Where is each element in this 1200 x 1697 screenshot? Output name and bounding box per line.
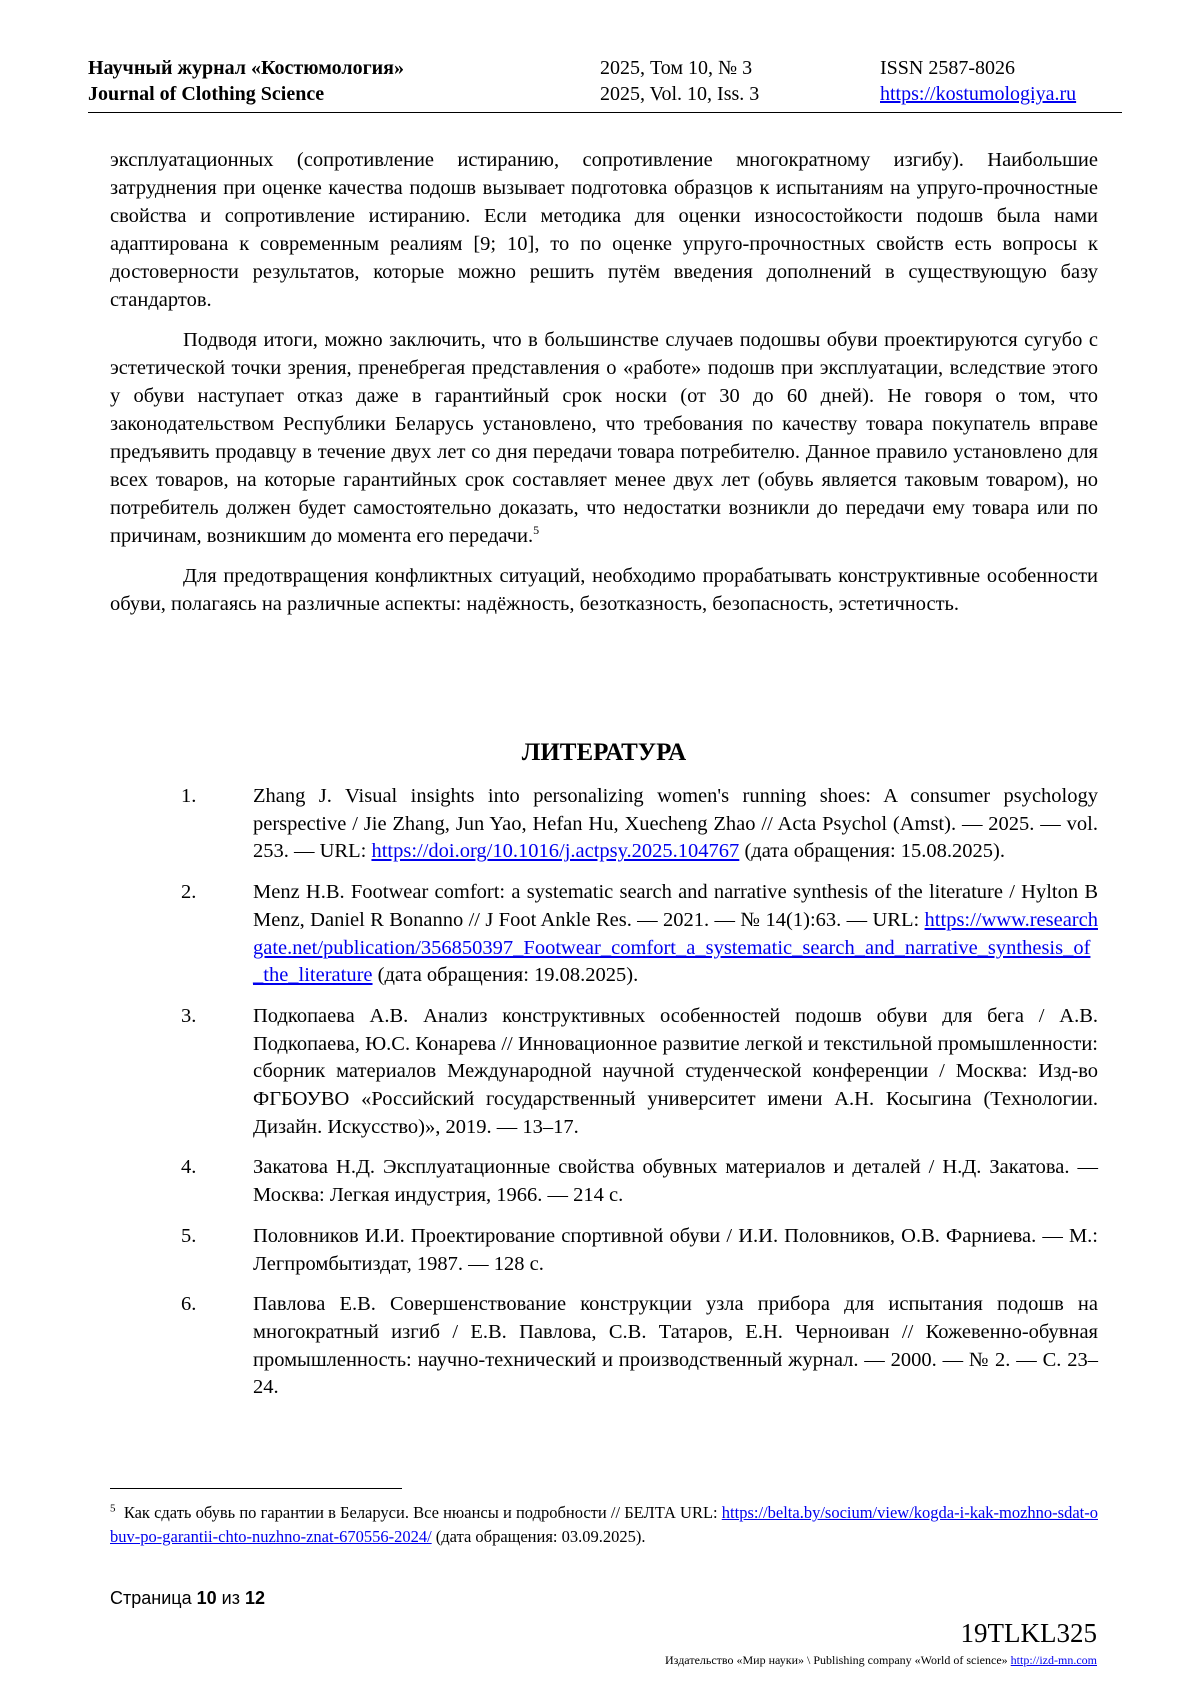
reference-text: Menz H.B. Footwear comfort: a systematic search and narrative synthesis of the literature / Hylton B Menz, Daniel R Bonanno // J Foot Ankle Res. — 2021. — № 14(1):63. — URL: <box>253 881 1098 931</box>
body-paragraph-3: Для предотвращения конфликтных ситуаций, необходимо прорабатывать конструктивные особенности обуви, полагаясь на различные аспекты: надёжность, безотказность, безопасность, эстетичность. <box>110 565 1098 615</box>
reference-text: Павлова Е.В. Совершенствование конструкции узла прибора для испытания подошв на многократный изгиб / Е.В. Павлова, С.В. Татаров, Е.Н. Черноиван // Кожевенно-обувная промышленность: научно-технический и производственный журнал. — 2000. — № 2. — С. 23–24. <box>253 1293 1098 1399</box>
page-prefix: Страница <box>110 1588 192 1608</box>
footnote-ref-5[interactable]: 5 <box>533 523 540 538</box>
references-list <box>110 783 1098 1415</box>
page-number <box>110 1587 265 1609</box>
reference-number: 6. <box>181 1293 197 1316</box>
issn: ISSN 2587-8026 <box>880 57 1016 79</box>
footnote-text: Как сдать обувь по гарантии в Беларуси. Все нюансы и подробности // БЕЛТА URL: <box>123 1503 722 1522</box>
publisher-line <box>665 1652 1097 1668</box>
reference-access-date: (дата обращения: 19.08.2025). <box>372 964 639 987</box>
issue-ru: 2025, Том 10, № 3 <box>600 57 753 79</box>
reference-number: 3. <box>181 1004 197 1027</box>
page-separator: из <box>221 1588 240 1608</box>
reference-item-1 <box>110 783 1098 866</box>
page-header <box>88 55 1122 113</box>
reference-text: Закатова Н.Д. Эксплуатационные свойства обувных материалов и деталей / Н.Д. Закатова. — Москва: Легкая индустрия, 1966. — 214 с. <box>253 1156 1098 1207</box>
body-paragraph-2 <box>110 326 1098 550</box>
article-code: 19TLKL325 <box>960 1618 1097 1648</box>
reference-number: 5. <box>181 1224 197 1247</box>
footnote-link[interactable]: https://belta.by/socium/view/kogda-i-kak-mozhno-sdat-obuv-po-garantii-chto-nuzhno-znat-670556-2024/ <box>110 1503 1098 1546</box>
reference-text: Zhang J. Visual insights into personalizing women's running shoes: A consumer psychology perspective / Jie Zhang, Jun Yao, Hefan Hu, Xuecheng Zhao // Acta Psychol (Amst). — 2025. — vol. 253. — URL: <box>253 785 1098 863</box>
publisher-text: Издательство «Мир науки» \ Publishing company «World of science» <box>665 1653 1008 1667</box>
reference-item-2 <box>110 879 1098 990</box>
article-body <box>110 146 1098 630</box>
journal-title <box>88 55 404 107</box>
issue-info <box>600 55 759 107</box>
reference-text: Подкопаева А.В. Анализ конструктивных особенностей подошв обуви для бега / А.В. Подкопаева, Ю.С. Конарева // Инновационное развитие легкой и текстильной промышленности: сборник материалов Международной научной студенческой конференции / Москва: Изд-во ФГБОУВО «Российский государственный университет имени А.Н. Косыгина (Технологии. Дизайн. Искусство)», 2019. — 13–17. <box>253 1004 1098 1138</box>
reference-number: 1. <box>181 785 197 807</box>
publisher-link[interactable]: http://izd-mn.com <box>1010 1653 1097 1667</box>
header-divider <box>88 112 1122 113</box>
journal-ids <box>880 55 1076 107</box>
body-paragraph-2-text: Подводя итоги, можно заключить, что в большинстве случаев подошвы обуви проектируются сугубо с эстетической точки зрения, пренебрегая представления о «работе» подошв при эксплуатации, вследствие этого у обуви наступает отказ даже в гарантийный срок носки (от 30 до 60 дней). Не говоря о том, что законодательством Республики Беларусь установлено, что требования по качеству товара покупатель вправе предъявить продавцу в течение двух лет со дня передачи товара потребителю. Данное правило установлено для всех товаров, на которые гарантийных срок составляет менее двух лет (обувь является таковым товаром), но потребитель должен будет самостоятельно доказать, что недостатки возникли до передачи ему товара или по причинам, возникшим до момента его передачи. <box>110 329 1098 547</box>
reference-access-date: (дата обращения: 15.08.2025). <box>739 840 1006 863</box>
references-title: ЛИТЕРАТУРА <box>521 739 687 766</box>
reference-item-3 <box>110 1003 1098 1142</box>
journal-site-link[interactable]: https://kostumologiya.ru <box>880 83 1077 105</box>
reference-number: 4. <box>181 1156 197 1179</box>
journal-title-en: Journal of Clothing Science <box>88 83 325 105</box>
reference-text: Половников И.И. Проектирование спортивной обуви / И.И. Половников, О.В. Фарниева. — М.: Легпромбытиздат, 1987. — 128 с. <box>253 1224 1098 1275</box>
footnote-access-date: (дата обращения: 03.09.2025). <box>431 1527 646 1546</box>
reference-item-4 <box>110 1154 1098 1209</box>
issue-en: 2025, Vol. 10, Iss. 3 <box>600 83 760 105</box>
journal-title-ru: Научный журнал «Костюмология» <box>88 57 404 79</box>
page-total: 12 <box>244 1588 266 1608</box>
body-paragraph-1: эксплуатационных (сопротивление истиранию, сопротивление многократному изгибу). Наибольшие затруднения при оценке качества подошв вызывает подготовка образцов к испытаниям на упруго-прочностные свойства и сопротивление истиранию. Если методика для оценки износостойкости подошв была нами адаптирована к современным реалиям [9; 10], то по оценке упруго-прочностных свойств есть вопросы к достоверности результатов, которые можно решить путём введения дополнений в существующую базу стандартов. <box>110 149 1098 311</box>
footnote-5 <box>110 1501 1098 1549</box>
page-current: 10 <box>196 1588 217 1608</box>
reference-item-6 <box>110 1291 1098 1402</box>
reference-link-2[interactable]: https://www.researchgate.net/publication/356850397_Footwear_comfort_a_systematic_search_and_narrative_synthesis_of_the_literature <box>253 908 1098 987</box>
footnote-mark: 5 <box>110 1502 116 1515</box>
reference-item-5 <box>110 1223 1098 1278</box>
reference-number: 2. <box>181 881 197 904</box>
reference-link-1[interactable]: https://doi.org/10.1016/j.actpsy.2025.104767 <box>371 840 740 863</box>
footnote-divider <box>110 1488 402 1489</box>
